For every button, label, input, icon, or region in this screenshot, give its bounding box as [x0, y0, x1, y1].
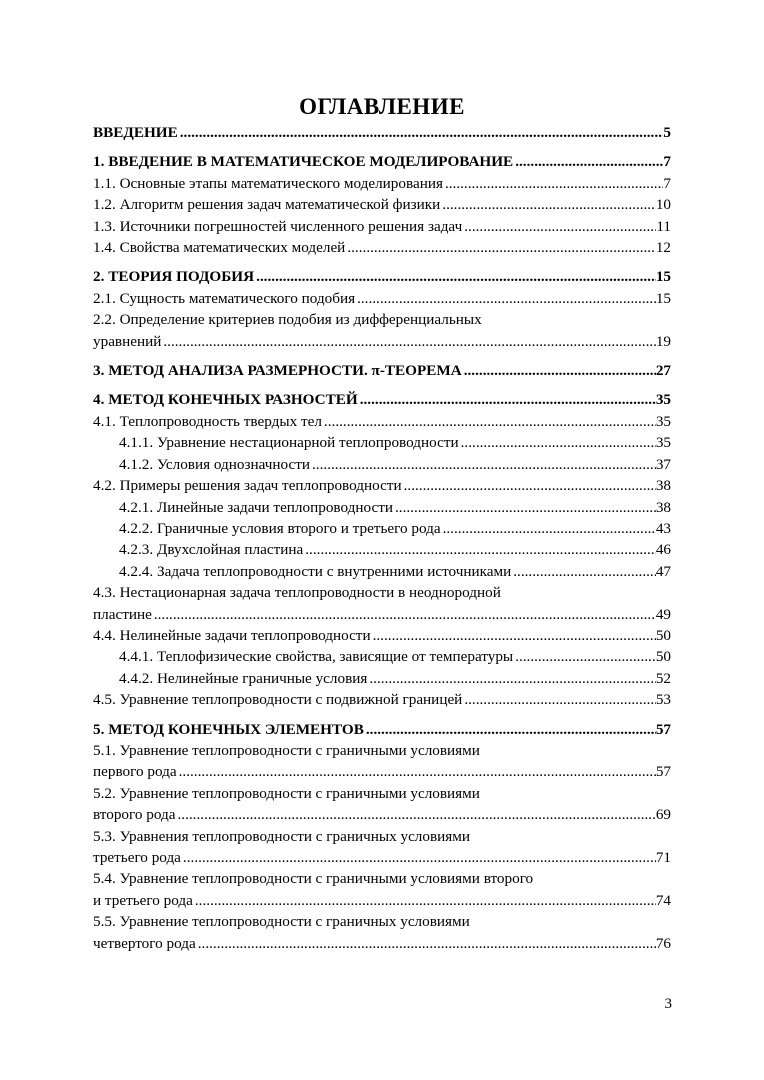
toc-entry-title: 2.2. Определение критериев подобия из дифференциальных [93, 311, 482, 329]
dot-leader [462, 216, 656, 237]
toc-page-number: 7 [663, 174, 671, 192]
toc-line [93, 122, 671, 143]
dot-leader [440, 194, 656, 215]
dot-leader [181, 847, 656, 868]
dot-leader [364, 719, 656, 740]
toc-section [93, 582, 671, 625]
toc-subsection [93, 497, 671, 518]
toc-line [93, 719, 671, 740]
table-of-contents [93, 122, 671, 954]
dot-leader [462, 689, 656, 710]
toc-chapter [93, 151, 671, 172]
toc-entry-title: пластине [93, 605, 152, 623]
toc-chapter [93, 389, 671, 410]
toc-entry-title: 4.2.4. Задача теплопроводности с внутренними источниками [119, 562, 512, 580]
toc-line [93, 890, 671, 911]
toc-line [93, 740, 671, 761]
toc-entry-title: четвертого рода [93, 934, 196, 952]
toc-page-number: 19 [655, 332, 671, 350]
toc-line [93, 237, 671, 258]
toc-section [93, 740, 671, 783]
toc-entry-title: 5.1. Уравнение теплопроводности с граничными условиями [93, 741, 480, 759]
toc-section [93, 911, 671, 954]
toc-page-number: 38 [655, 477, 671, 495]
toc-chapter [93, 122, 671, 143]
toc-chapter [93, 360, 671, 381]
dot-leader [513, 646, 656, 667]
dot-leader [196, 933, 656, 954]
toc-page-number: 74 [655, 891, 671, 909]
dot-leader [193, 890, 656, 911]
toc-entry-title: 4.1.1. Уравнение нестационарной теплопроводности [119, 434, 459, 452]
dot-leader [152, 604, 656, 625]
toc-line [93, 497, 671, 518]
toc-page-number: 43 [655, 519, 671, 537]
dot-leader [459, 432, 656, 453]
toc-line [93, 288, 671, 309]
toc-line [93, 911, 671, 932]
toc-line [93, 432, 671, 453]
toc-section [93, 173, 671, 194]
toc-page-number: 35 [655, 434, 671, 452]
toc-entry-title: 1.2. Алгоритм решения задач математической физики [93, 196, 441, 214]
toc-entry-title: 4.4.2. Нелинейные граничные условия [119, 669, 368, 687]
toc-entry-title: 4.2.1. Линейные задачи теплопроводности [119, 498, 393, 516]
toc-page-number: 7 [663, 153, 671, 171]
toc-entry-title: 2. ТЕОРИЯ ПОДОБИЯ [93, 268, 255, 286]
toc-line [93, 518, 671, 539]
dot-leader [462, 360, 656, 381]
toc-entry-title: 2.1. Сущность математического подобия [93, 289, 356, 307]
toc-page-number: 47 [655, 562, 671, 580]
toc-line [93, 266, 671, 287]
toc-line [93, 539, 671, 560]
toc-entry-title: 3. МЕТОД АНАЛИЗА РАЗМЕРНОСТИ. π-ТЕОРЕМА [93, 362, 462, 380]
toc-line [93, 826, 671, 847]
toc-line [93, 173, 671, 194]
dot-leader [513, 151, 663, 172]
toc-section [93, 625, 671, 646]
toc-page-number: 69 [655, 806, 671, 824]
toc-line [93, 604, 671, 625]
toc-subsection [93, 539, 671, 560]
toc-subsection [93, 668, 671, 689]
toc-line [93, 868, 671, 889]
toc-entry-title: ВВЕДЕНИЕ [93, 124, 178, 141]
dot-leader [161, 331, 655, 352]
toc-entry-title: 1.1. Основные этапы математического моделирования [93, 174, 443, 192]
toc-page-number: 46 [655, 541, 671, 559]
toc-subsection [93, 561, 671, 582]
toc-line [93, 216, 671, 237]
dot-leader [175, 804, 655, 825]
toc-entry-title: 4.2.2. Граничные условия второго и третьего рода [119, 519, 441, 537]
toc-entry-title: 1. ВВЕДЕНИЕ В МАТЕМАТИЧЕСКОЕ МОДЕЛИРОВАНИЕ [93, 153, 514, 171]
toc-section [93, 411, 671, 432]
toc-page-number: 35 [655, 412, 671, 430]
dot-leader [402, 475, 656, 496]
toc-entry-title: третьего рода [93, 849, 181, 866]
toc-section [93, 783, 671, 826]
dot-leader [310, 454, 656, 475]
toc-line [93, 689, 671, 710]
toc-line [93, 194, 671, 215]
toc-entry-title: 4. МЕТОД КОНЕЧНЫХ РАЗНОСТЕЙ [93, 391, 358, 409]
toc-page-number: 35 [655, 391, 671, 409]
toc-page-number: 50 [655, 648, 671, 666]
toc-entry-title: 4.5. Уравнение теплопроводности с подвижной границей [93, 691, 463, 709]
toc-entry-title: второго рода [93, 806, 176, 824]
toc-subsection [93, 432, 671, 453]
toc-line [93, 625, 671, 646]
toc-page-number: 11 [656, 217, 671, 235]
dot-leader [358, 389, 656, 410]
toc-line [93, 668, 671, 689]
toc-line [93, 411, 671, 432]
toc-entry-title: 5. МЕТОД КОНЕЧНЫХ ЭЛЕМЕНТОВ [93, 720, 364, 738]
toc-page-number: 5 [663, 124, 671, 141]
toc-chapter [93, 719, 671, 740]
toc-line [93, 331, 671, 352]
dot-leader [371, 625, 656, 646]
toc-line [93, 933, 671, 954]
toc-line [93, 475, 671, 496]
toc-entry-title: 4.4.1. Теплофизические свойства, зависящие от температуры [119, 648, 514, 666]
toc-subsection [93, 646, 671, 667]
toc-entry-title: 5.3. Уравнения теплопроводности с граничных условиями [93, 827, 471, 845]
toc-entry-title: и третьего рода [93, 891, 193, 909]
toc-page-number: 27 [655, 362, 671, 380]
toc-page-number: 15 [655, 289, 671, 307]
toc-page-number: 53 [655, 691, 671, 709]
dot-leader [441, 518, 656, 539]
dot-leader [178, 122, 664, 143]
toc-entry-title: 5.4. Уравнение теплопроводности с граничными условиями второго [93, 870, 534, 888]
toc-section [93, 826, 671, 869]
dot-leader [345, 237, 655, 258]
toc-page-number: 50 [655, 626, 671, 644]
dot-leader [367, 668, 655, 689]
dot-leader [393, 497, 656, 518]
toc-page-number: 52 [655, 669, 671, 687]
toc-page-number: 12 [655, 239, 671, 257]
toc-page-number: 10 [655, 196, 671, 214]
toc-title: ОГЛАВЛЕНИЕ [299, 94, 465, 119]
dot-leader [322, 411, 656, 432]
toc-line [93, 847, 671, 868]
toc-section [93, 475, 671, 496]
toc-page-number: 38 [655, 498, 671, 516]
toc-page-number: 15 [655, 268, 671, 286]
toc-entry-title: 4.1.2. Условия однозначности [119, 455, 310, 473]
toc-page-number: 71 [655, 849, 671, 866]
toc-line [93, 309, 671, 330]
toc-section [93, 194, 671, 215]
toc-entry-title: 5.5. Уравнение теплопроводности с граничных условиями [93, 913, 470, 931]
toc-section [93, 288, 671, 309]
toc-line [93, 783, 671, 804]
toc-line [93, 582, 671, 603]
toc-section [93, 237, 671, 258]
toc-entry-title: 1.3. Источники погрешностей численного решения задач [93, 217, 463, 235]
toc-page-number: 57 [655, 720, 671, 738]
toc-entry-title: 4.1. Теплопроводность твердых тел [93, 412, 322, 430]
dot-leader [254, 266, 656, 287]
toc-line [93, 360, 671, 381]
toc-page-number: 57 [655, 763, 671, 781]
toc-entry-title: 5.2. Уравнение теплопроводности с граничными условиями [93, 784, 480, 802]
toc-entry-title: 1.4. Свойства математических моделей [93, 239, 346, 257]
toc-entry-title: первого рода [93, 763, 177, 781]
page-number: 3 [664, 996, 672, 1012]
toc-line [93, 561, 671, 582]
toc-line [93, 646, 671, 667]
toc-entry-title: уравнений [93, 332, 162, 350]
toc-section [93, 689, 671, 710]
toc-line [93, 454, 671, 475]
toc-line [93, 804, 671, 825]
toc-entry-title: 4.2.3. Двухслойная пластина [119, 541, 304, 559]
toc-page-number: 76 [655, 934, 671, 952]
toc-section [93, 309, 671, 352]
dot-leader [177, 761, 656, 782]
toc-section [93, 216, 671, 237]
toc-line [93, 389, 671, 410]
toc-page-number: 49 [655, 605, 671, 623]
dot-leader [443, 173, 663, 194]
toc-subsection [93, 454, 671, 475]
toc-page-number: 37 [655, 455, 671, 473]
dot-leader [303, 539, 656, 560]
toc-subsection [93, 518, 671, 539]
toc-line [93, 761, 671, 782]
toc-chapter [93, 266, 671, 287]
toc-entry-title: 4.2. Примеры решения задач теплопроводности [93, 477, 402, 495]
toc-entry-title: 4.3. Нестационарная задача теплопроводности в неоднородной [93, 584, 501, 602]
dot-leader [511, 561, 656, 582]
toc-entry-title: 4.4. Нелинейные задачи теплопроводности [93, 626, 371, 644]
dot-leader [355, 288, 656, 309]
toc-line [93, 151, 671, 172]
toc-section [93, 868, 671, 911]
